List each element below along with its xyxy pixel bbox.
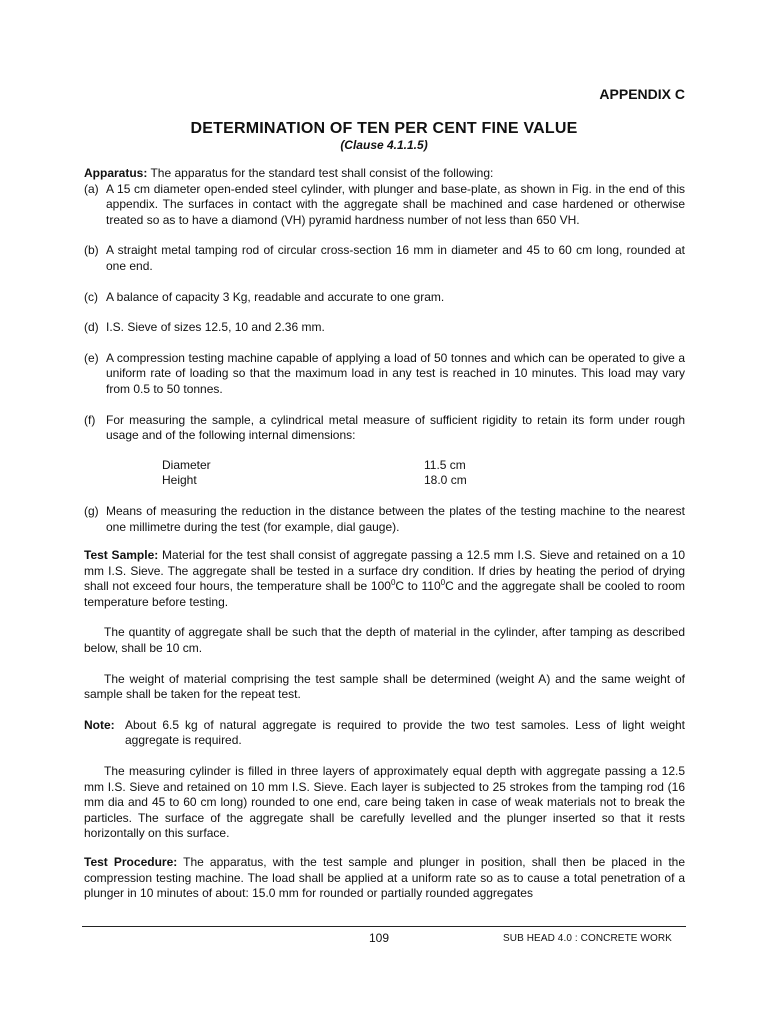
- test-sample-paragraph: [84, 548, 685, 610]
- dimension-name: Diameter: [162, 457, 211, 472]
- dimensions-table: [162, 458, 685, 489]
- apparatus-label: Apparatus:: [84, 166, 148, 180]
- clause-reference: (Clause 4.1.1.5): [340, 138, 428, 152]
- item-marker: (e): [84, 350, 99, 365]
- apparatus-item-b: [84, 243, 685, 274]
- note-label: Note:: [84, 717, 115, 732]
- note-text: About 6.5 kg of natural aggregate is required to provide the two test samoles. Less of light weight aggregate is required.: [125, 717, 685, 748]
- test-sample-text: C and the aggregate shall be cooled to room temperature before testing.: [84, 579, 686, 609]
- item-marker: (c): [84, 289, 98, 304]
- test-sample-label: Test Sample:: [84, 548, 159, 563]
- apparatus-intro: [84, 166, 685, 182]
- measuring-paragraph: The measuring cylinder is filled in three layers of approximately equal depth with aggregate passing a 12.5 mm I.S. Sieve and retained on 10 mm I.S. Sieve. Each layer is subjected to 25 strokes from the tamping rod (16 mm dia and 45 to 60 cm long) rounded to one end, care being taken in case of weak materials not to break the particles. The surface of the aggregate shall be carefully levelled and the plunger inserted so that it rests horizontally on this surface.: [84, 764, 685, 841]
- page-title: DETERMINATION OF TEN PER CENT FINE VALUE: [190, 120, 578, 137]
- item-marker: (g): [84, 503, 99, 518]
- degree-superscript: 0: [440, 578, 446, 588]
- dimension-row: [162, 458, 685, 474]
- item-marker: (f): [84, 412, 96, 427]
- test-procedure-text: The apparatus, with the test sample and plunger in position, shall then be placed in the compression testing machine. The load shall be applied at a uniform rate so as to cause a total penetration of a plunger in 10 minutes of about: 15.0 mm for rounded or partially rounded aggregates: [84, 855, 686, 901]
- item-text: A straight metal tamping rod of circular cross-section 16 mm in diameter and 45 to 60 cm long, rounded at one end.: [106, 243, 685, 273]
- item-text: I.S. Sieve of sizes 12.5, 10 and 2.36 mm.: [106, 320, 325, 335]
- apparatus-item-g: [84, 504, 685, 535]
- apparatus-item-f: [84, 413, 685, 444]
- test-sample-text: C to 110: [395, 579, 441, 594]
- quantity-paragraph: The quantity of aggregate shall be such that the depth of material in the cylinder, after tamping as described below, shall be 10 cm.: [84, 625, 685, 656]
- apparatus-item-a: [84, 182, 685, 229]
- item-marker: (d): [84, 320, 99, 335]
- weight-paragraph: The weight of material comprising the test sample shall be determined (weight A) and the same weight of sample shall be taken for the repeat test.: [84, 671, 685, 702]
- page-number: 109: [369, 931, 390, 945]
- item-marker: (b): [84, 243, 99, 258]
- apparatus-item-d: [84, 320, 685, 336]
- appendix-heading: APPENDIX C: [599, 86, 685, 102]
- apparatus-item-c: [84, 290, 685, 306]
- degree-superscript: 0: [390, 578, 396, 588]
- footer-section: SUB HEAD 4.0 : CONCRETE WORK: [503, 933, 672, 944]
- footer-rule: [82, 926, 686, 927]
- body-content: [84, 166, 685, 902]
- item-text: A 15 cm diameter open-ended steel cylinder, with plunger and base-plate, as shown in Fig. in the end of this appendix. The surfaces in contact with the aggregate shall be machined and case hardened or otherwise treated so as to have a diamond (VH) pyramid hardness number of not less than 650 VH.: [106, 181, 685, 227]
- dimension-value: 11.5 cm: [424, 457, 466, 472]
- test-procedure-label: Test Procedure:: [84, 855, 178, 869]
- dimension-name: Height: [162, 473, 197, 488]
- apparatus-item-e: [84, 351, 685, 398]
- item-text: A balance of capacity 3 Kg, readable and accurate to one gram.: [106, 289, 445, 304]
- apparatus-intro-text: The apparatus for the standard test shall consist of the following:: [147, 166, 494, 180]
- test-sample-text: Material for the test shall consist of aggregate passing a 12.5 mm I.S. Sieve and retained on a 10 mm I.S. Sieve. The aggregate shall be tested in a surface dry condition. If dries by heating the period of drying shall not exceed four hours, the temperature shall be 100: [84, 548, 685, 594]
- dimension-row: [162, 473, 685, 489]
- note-block: [84, 718, 685, 749]
- item-text: A compression testing machine capable of applying a load of 50 tonnes and which can be operated to give a uniform rate of loading so that the maximum load in any test is reached in 10 minutes. This load may vary from 0.5 to 50 tonnes.: [106, 350, 685, 396]
- item-text: For measuring the sample, a cylindrical metal measure of sufficient rigidity to retain its form under rough usage and of the following internal dimensions:: [106, 412, 685, 443]
- item-marker: (a): [84, 181, 99, 196]
- dimension-value: 18.0 cm: [424, 473, 467, 488]
- item-text: Means of measuring the reduction in the distance between the plates of the testing machine to the nearest one millimetre during the test (for example, dial gauge).: [106, 503, 685, 534]
- test-procedure-paragraph: [84, 855, 685, 902]
